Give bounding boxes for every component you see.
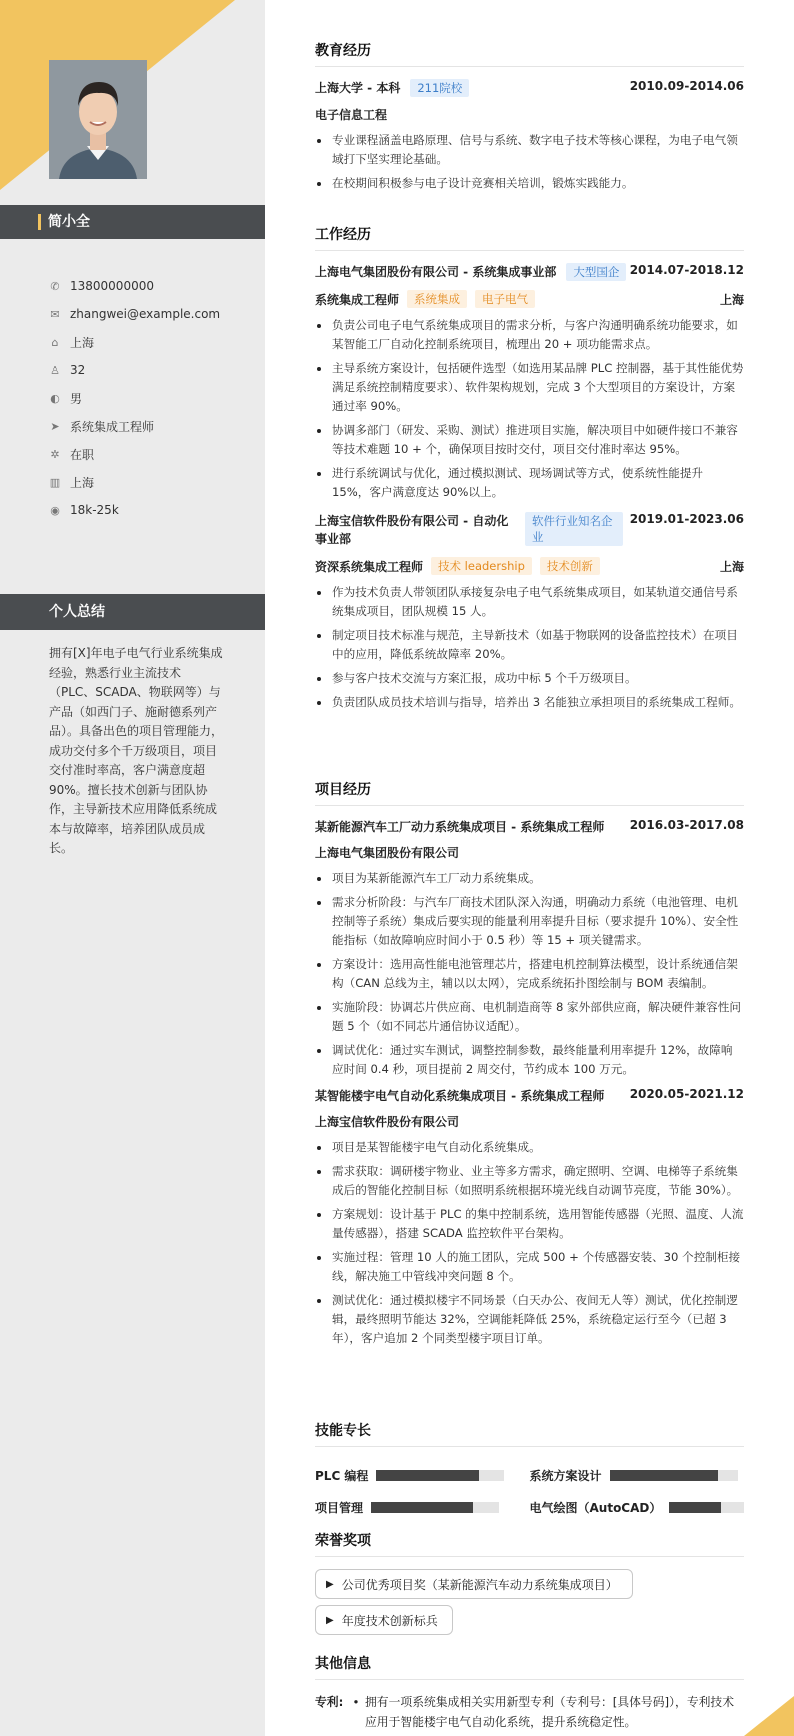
info-row [48,384,220,412]
award-text: 年度技术创新标兵 [341,1613,438,1628]
work-title: 工作经历 [315,224,744,251]
list-item: 在校期间积极参与电子设计竞赛相关培训，锻炼实践能力。 [315,174,744,193]
company-name: 上海电气集团股份有限公司 - 系统集成事业部 [315,265,557,279]
play-icon: ▶ [326,1578,334,1590]
info-text: 13800000000 [70,279,154,293]
project-name: 某智能楼宇电气自动化系统集成项目 - 系统集成工程师 [315,1089,605,1103]
skill-item [530,1459,745,1491]
job-role: 资深系统集成工程师 [315,559,424,574]
skill-name: 系统方案设计 [529,1468,602,1483]
job-city: 上海 [719,292,744,307]
patent-text: 拥有一项系统集成相关实用新型专利（专利号：[具体号码]），专利技术应用于智能楼宇电气自动化系统，提升系统稳定性。 [365,1695,735,1729]
list-item: 实施阶段：协调芯片供应商、电机制造商等 8 家外部供应商，解决硬件兼容性问题 5 个（如不同芯片通信协议适配）。 [315,998,744,1036]
skills-title: 技能专长 [315,1420,744,1447]
project-bullets [315,1138,744,1348]
skill-bar [669,1502,745,1513]
job-date: 2014.07-2018.12 [629,263,744,277]
project-name: 某新能源汽车工厂动力系统集成项目 - 系统集成工程师 [315,820,605,834]
company-tag: 大型国企 [566,263,626,281]
summary-title [0,594,265,630]
skill-bar-fill [376,1470,478,1481]
decorative-corner-bottom [744,1696,794,1736]
projects-title: 项目经历 [315,779,744,806]
city-icon: ▥ [49,475,61,489]
list-item: 项目是某智能楼宇电气自动化系统集成。 [315,1138,744,1157]
job-entry [315,263,744,502]
info-row [48,496,220,524]
home-icon: ⌂ [51,335,59,349]
major-text: 电子信息工程 [315,108,388,122]
skill-bar-fill [669,1502,722,1513]
skills-section [315,1420,744,1523]
project-date: 2020.05-2021.12 [629,1087,744,1101]
list-item: 负责公司电子电气系统集成项目的需求分析，与客户沟通明确系统功能要求，如某智能工厂自动化控制系统项目，梳理出 20 + 项功能需求点。 [315,316,744,354]
email-icon: ✉ [50,307,60,321]
education-bullets [315,131,744,193]
skill-tag: 电子电气 [475,290,535,308]
status-icon: ✲ [50,447,60,461]
work-section [315,224,744,722]
other-section [315,1653,744,1732]
list-item: 进行系统调试与优化，通过模拟测试、现场调试等方式，使系统性能提升 15%，客户满意度达 90%以上。 [315,464,744,502]
list-item: 作为技术负责人带领团队承接复杂电子电气系统集成项目，如某轨道交通信号系统集成项目，团队规模 15 人。 [315,583,744,621]
project-company-text: 上海电气集团股份有限公司 [315,846,460,860]
job-header [315,512,744,548]
contact-info-list [48,272,220,524]
skill-bar-fill [371,1502,473,1513]
list-item: 负责团队成员技术培训与指导，培养出 3 名能独立承担项目的系统集成工程师。 [315,693,744,712]
company-tag: 软件行业知名企业 [525,512,623,546]
skill-bar [371,1502,499,1513]
job-icon: ➤ [50,419,60,433]
skill-name: 电气绘图（AutoCAD） [529,1500,662,1515]
job-role-row [315,290,744,308]
list-item: 方案规划：设计基于 PLC 的集中控制系统，选用智能传感器（光照、温度、人流量传感器），搭建 SCADA 监控软件平台架构。 [315,1205,744,1243]
education-date: 2010.09-2014.06 [629,79,744,93]
project-bullets [315,869,744,1079]
patent-row [315,1692,744,1732]
project-entry [315,818,744,1079]
project-entry [315,1087,744,1348]
education-section [315,40,744,198]
job-entry [315,512,744,712]
info-text: 系统集成工程师 [70,419,155,434]
info-row [48,328,220,356]
job-bullets [315,316,744,502]
project-company [315,844,744,861]
info-row [48,440,220,468]
info-row [48,272,220,300]
info-text: 上海 [70,335,95,350]
list-item: 主导系统方案设计，包括硬件选型（如选用某品牌 PLC 控制器，基于其性能优势满足系统控制精度要求）、软件架构规划，完成 3 个大型项目的方案设计，方案通过率 90%。 [315,359,744,416]
school-name: 上海大学 - 本科 [315,81,401,95]
education-title: 教育经历 [315,40,744,67]
skill-item [315,1491,530,1523]
other-title: 其他信息 [315,1653,744,1680]
info-text: 32 [70,363,86,377]
list-item: 协调多部门（研发、采购、测试）推进项目实施，解决项目中如硬件接口不兼容等技术难题 10 + 个，确保项目按时交付，项目交付准时率达 95%。 [315,421,744,459]
list-item: 需求获取：调研楼宇物业、业主等多方需求，确定照明、空调、电梯等子系统集成后的智能化控制目标（如照明系统根据环境光线自动调节亮度，节能 30%）。 [315,1162,744,1200]
job-date: 2019.01-2023.06 [629,512,744,526]
list-item: 项目为某新能源汽车工厂动力系统集成。 [315,869,744,888]
skill-item [315,1459,530,1491]
skill-name: 项目管理 [315,1500,364,1515]
skill-tag: 技术 leadership [431,557,532,575]
project-header [315,1087,744,1104]
age-icon: ♙ [50,363,60,377]
name-bar [0,205,265,239]
skill-bar [610,1470,738,1481]
skill-bar [376,1470,504,1481]
job-bullets [315,583,744,712]
project-date: 2016.03-2017.08 [629,818,744,832]
job-role-row [315,557,744,575]
list-item: 测试优化：通过模拟楼宇不同场景（白天办公、夜间无人等）测试，优化控制逻辑，最终照明节能达 32%，空调能耗降低 25%，系统稳定运行至今（已超 3 年），客户追加 2 个同类型楼宇项目订单。 [315,1291,744,1348]
skill-bar-fill [610,1470,719,1481]
summary-title-text: 个人总结 [49,604,105,620]
list-item: 调试优化：通过实车测试，调整控制参数，最终能量利用率提升 12%，故障响应时间 0.4 秒，项目提前 2 周交付，节约成本 100 万元。 [315,1041,744,1079]
info-row [48,412,220,440]
skill-name: PLC 编程 [315,1468,369,1483]
skill-tag: 技术创新 [540,557,600,575]
project-company [315,1113,744,1130]
major [315,106,744,123]
salary-icon: ◉ [50,503,60,517]
gender-icon: ◐ [50,391,60,405]
projects-section [315,779,744,1356]
award-item[interactable] [315,1605,453,1635]
job-header [315,263,744,281]
award-text: 公司优秀项目奖（某新能源汽车动力系统集成项目） [341,1577,618,1592]
info-text: 在职 [70,447,95,462]
company-name: 上海宝信软件股份有限公司 - 自动化事业部 [315,514,509,546]
avatar [49,60,147,179]
job-city: 上海 [719,559,744,574]
phone-icon: ✆ [50,279,60,293]
info-row [48,300,220,328]
patent-label: 专利: [315,1695,344,1709]
list-item: 方案设计：选用高性能电池管理芯片，搭建电机控制算法模型，设计系统通信架构（CAN 总线为主，辅以以太网），完成系统拓扑图绘制与 BOM 表编制。 [315,955,744,993]
play-icon: ▶ [326,1614,334,1626]
project-company-text: 上海宝信软件股份有限公司 [315,1115,460,1129]
sidebar [0,0,265,1736]
info-text: 18k-25k [70,503,119,517]
education-header [315,79,744,97]
skill-item [530,1491,745,1523]
awards-list [315,1569,744,1641]
list-item: 实施过程：管理 10 人的施工团队，完成 500 + 个传感器安装、30 个控制柜接线，解决施工中管线冲突问题 8 个。 [315,1248,744,1286]
skills-list [315,1459,744,1523]
profile-name: 简小全 [48,214,90,230]
school-tag: 211院校 [410,79,469,97]
info-text: zhangwei@example.com [70,307,221,321]
awards-section [315,1530,744,1641]
list-item: 需求分析阶段：与汽车厂商技术团队深入沟通，明确动力系统（电池管理、电机控制等子系统）集成后要实现的能量利用率提升目标（要求提升 10%）、安全性能指标（如故障响应时间小于 0.5 秒）等 15 + 项关键需求。 [315,893,744,950]
info-text: 上海 [70,475,95,490]
list-item: 专业课程涵盖电路原理、信号与系统、数字电子技术等核心课程，为电子电气领域打下坚实理论基础。 [315,131,744,169]
job-role: 系统集成工程师 [315,292,400,307]
list-item: 制定项目技术标准与规范，主导新技术（如基于物联网的设备监控技术）在项目中的应用，降低系统故障率 20%。 [315,626,744,664]
info-text: 男 [70,391,83,406]
info-row [48,468,220,496]
summary-text: 拥有[X]年电子电气行业系统集成经验，熟悉行业主流技术（PLC、SCADA、物联网等）与产品（如西门子、施耐德系列产品）。具备出色的项目管理能力，成功交付多个千万级项目，项目交付准时率高，客户满意度超 90%。擅长技术创新与团队协作，主导新技术应用降低系统成本与故障率，培养团队成员成长。 [49,646,224,855]
project-header [315,818,744,835]
bullet-dot: • [352,1695,360,1709]
info-row [48,356,220,384]
awards-title: 荣誉奖项 [315,1530,744,1557]
award-item[interactable] [315,1569,633,1599]
skill-tag: 系统集成 [407,290,467,308]
list-item: 参与客户技术交流与方案汇报，成功中标 5 个千万级项目。 [315,669,744,688]
